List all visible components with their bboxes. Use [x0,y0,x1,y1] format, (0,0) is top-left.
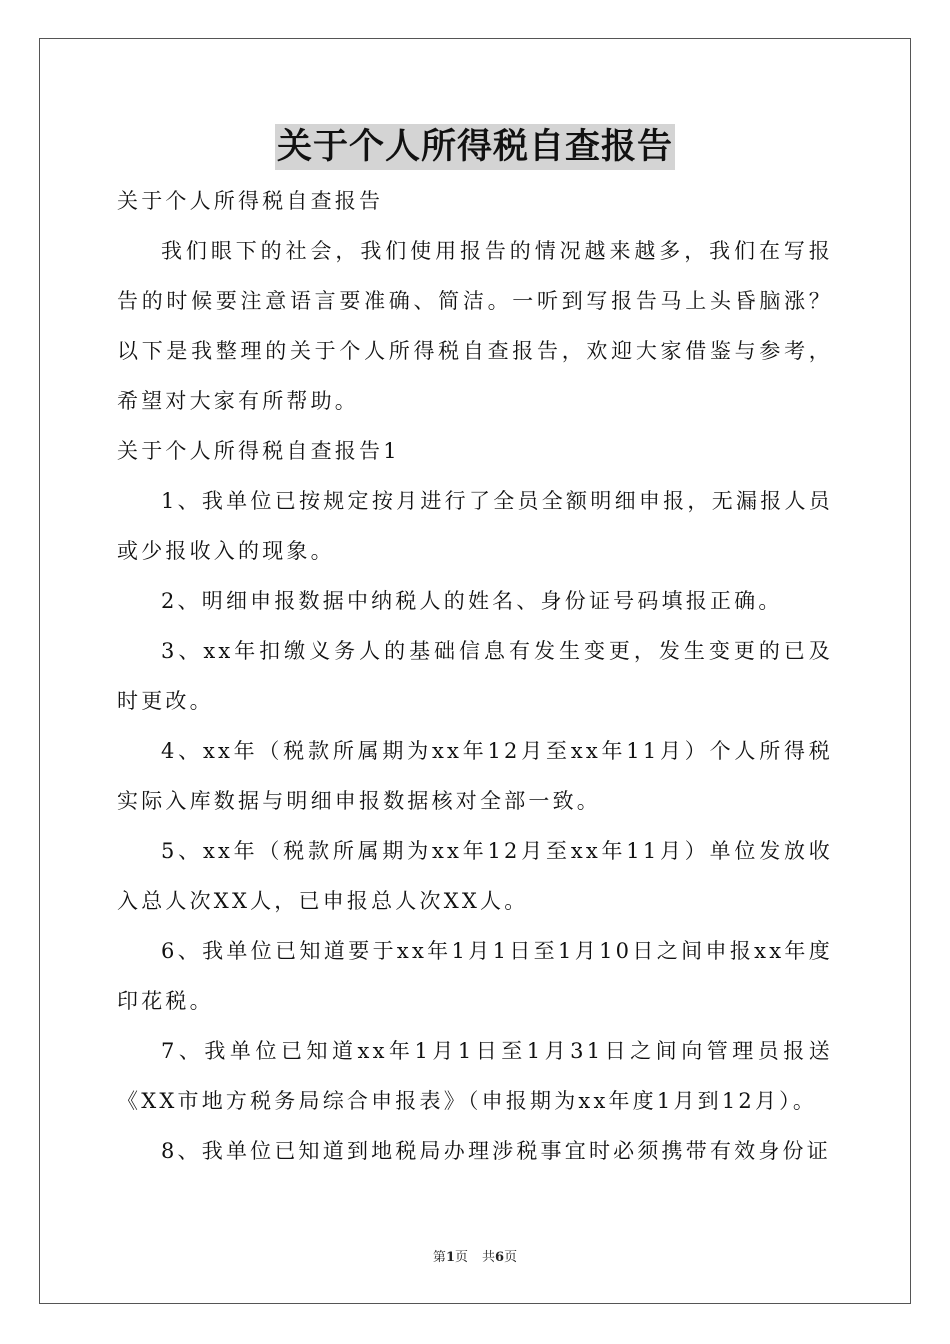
list-item: 2、明细申报数据中纳税人的姓名、身份证号码填报正确。 [161,589,783,613]
page-number-suffix: 页 [454,1250,468,1265]
document-body [117,176,833,1176]
title-container [0,124,950,170]
list-item: 1、我单位已按规定按月进行了全员全额明细申报，无漏报人员或少报收入的现象。 [117,489,833,563]
document-title: 关于个人所得税自查报告 [275,124,675,170]
section-heading: 关于个人所得税自查报告1 [117,439,400,463]
list-item: 6、我单位已知道要于xx年1月1日至1月10日之间申报xx年度印花税。 [117,939,833,1013]
intro-paragraph: 我们眼下的社会，我们使用报告的情况越来越多，我们在写报告的时候要注意语言要准确、简洁。一听到写报告马上头昏脑涨？以下是我整理的关于个人所得税自查报告，欢迎大家借鉴与参考，希望对大家有所帮助。 [117,239,833,413]
list-item: 4、xx年（税款所属期为xx年12月至xx年11月）个人所得税实际入库数据与明细申报数据核对全部一致。 [117,739,833,813]
list-item: 8、我单位已知道到地税局办理涉税事宜时必须携带有效身份证 [161,1139,831,1163]
list-item: 7、我单位已知道xx年1月1日至1月31日之间向管理员报送《XX市地方税务局综合申报表》（申报期为xx年度1月到12月）。 [117,1039,833,1113]
page-number-prefix: 第 [432,1250,446,1265]
page-footer [0,1246,950,1265]
total-pages-prefix: 共 [482,1250,496,1265]
current-page-number: 1 [445,1250,455,1265]
subtitle-paragraph: 关于个人所得税自查报告 [117,189,384,213]
list-item: 3、xx年扣缴义务人的基础信息有发生变更，发生变更的已及时更改。 [117,639,833,713]
list-item: 5、xx年（税款所属期为xx年12月至xx年11月）单位发放收入总人次XX人，已申报总人次XX人。 [117,839,833,913]
total-pages-suffix: 页 [504,1250,518,1265]
total-pages-number: 6 [495,1250,505,1265]
